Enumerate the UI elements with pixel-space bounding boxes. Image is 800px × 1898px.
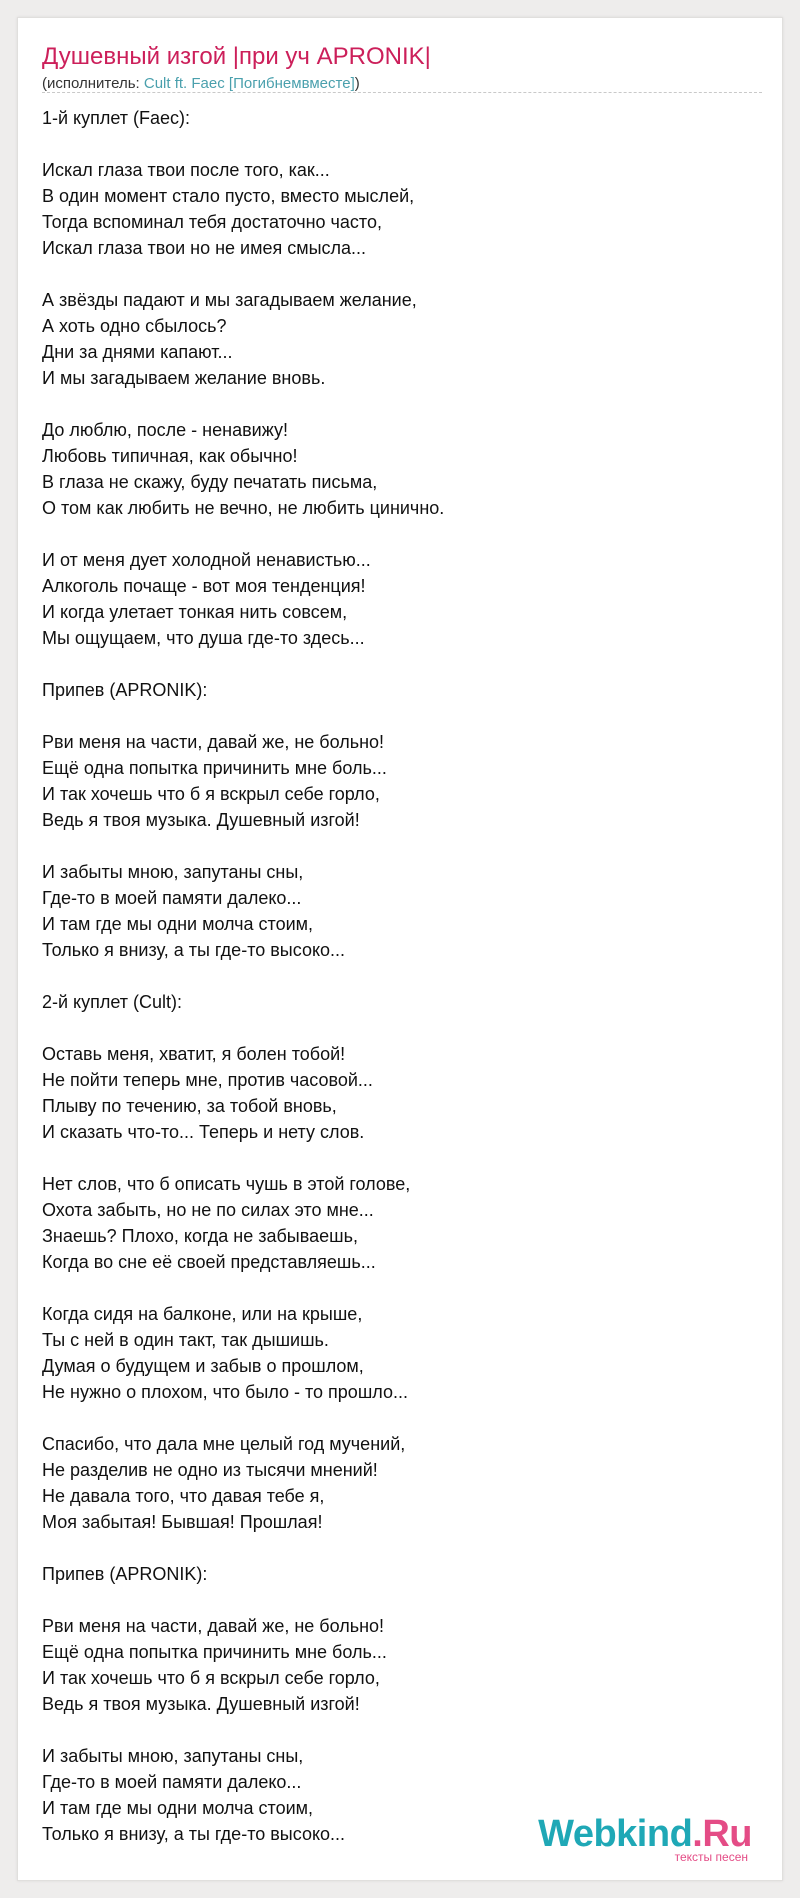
logo-wordmark <box>538 1815 752 1853</box>
stanza-gap <box>42 1587 444 1613</box>
lyric-line: Только я внизу, а ты где-то высоко... <box>42 940 346 960</box>
lyric-line: И когда улетает тонкая нить совсем, <box>42 602 348 622</box>
logo-tagline: тексты песен <box>674 1850 748 1864</box>
lyric-line: Не нужно о плохом, что было - то прошло... <box>42 1382 408 1402</box>
lyric-line: Спасибо, что дала мне целый год мучений, <box>42 1434 406 1454</box>
lyric-line: Когда во сне её своей представляешь... <box>42 1252 376 1272</box>
artist-link[interactable]: Cult ft. Faec [Погибнемвместе] <box>143 75 355 92</box>
stanza-gap <box>42 963 444 989</box>
lyric-line: И так хочешь что б я вскрыл себе горло, <box>42 784 380 804</box>
stanza-gap <box>42 1405 444 1431</box>
lyric-line: Думая о будущем и забыв о прошлом, <box>42 1356 364 1376</box>
lyric-line: 2-й куплет (Cult): <box>42 992 183 1012</box>
lyric-line: И от меня дует холодной ненавистью... <box>42 550 371 570</box>
stanza-gap <box>42 1015 444 1041</box>
lyric-line: Тогда вспоминал тебя достаточно часто, <box>42 212 382 232</box>
lyric-line: Знаешь? Плохо, когда не забываешь, <box>42 1226 358 1246</box>
lyric-line: Искал глаза твои но не имея смысла... <box>42 238 367 258</box>
lyric-line: Ведь я твоя музыка. Душевный изгой! <box>42 1694 360 1714</box>
lyric-line: Ведь я твоя музыка. Душевный изгой! <box>42 810 360 830</box>
song-title: Душевный изгой |при уч APRONIK| <box>42 43 431 70</box>
lyric-line: Моя забытая! Бывшая! Прошлая! <box>42 1512 323 1532</box>
lyric-line: Оставь меня, хватит, я болен тобой! <box>42 1044 346 1064</box>
stanza-gap <box>42 521 444 547</box>
lyric-line: До люблю, после - ненавижу! <box>42 420 288 440</box>
lyrics-card <box>17 17 783 1881</box>
lyric-line: И там где мы одни молча стоим, <box>42 914 314 934</box>
lyric-line: Когда сидя на балконе, или на крыше, <box>42 1304 363 1324</box>
stanza-gap <box>42 703 444 729</box>
lyric-line: В один момент стало пусто, вместо мыслей, <box>42 186 415 206</box>
lyric-line: В глаза не скажу, буду печатать письма, <box>42 472 378 492</box>
stanza-gap <box>42 651 444 677</box>
lyric-line: Охота забыть, но не по силах это мне... <box>42 1200 374 1220</box>
lyric-line: Не пойти теперь мне, против часовой... <box>42 1070 373 1090</box>
stanza-gap <box>42 833 444 859</box>
stanza-gap <box>42 391 444 417</box>
lyric-line: О том как любить не вечно, не любить цинично. <box>42 498 445 518</box>
logo-ru-text: .Ru <box>692 1813 752 1855</box>
artist-line <box>42 75 360 92</box>
lyric-line: И мы загадываем желание вновь. <box>42 368 326 388</box>
lyric-line: Любовь типичная, как обычно! <box>42 446 298 466</box>
lyric-line: И сказать что-то... Теперь и нету слов. <box>42 1122 365 1142</box>
stanza-gap <box>42 1717 444 1743</box>
lyric-line: Рви меня на части, давай же, не больно! <box>42 1616 385 1636</box>
lyric-line: Ещё одна попытка причинить мне боль... <box>42 1642 387 1662</box>
lyric-line: Припев (APRONIK): <box>42 680 208 700</box>
artist-suffix: ) <box>354 75 360 92</box>
stanza-gap <box>42 1535 444 1561</box>
logo-main-text: Webkind <box>538 1813 693 1855</box>
stanza-gap <box>42 1275 444 1301</box>
artist-prefix: (исполнитель: <box>42 75 144 92</box>
stanza-gap <box>42 261 444 287</box>
lyric-line: Где-то в моей памяти далеко... <box>42 1772 302 1792</box>
lyric-line: Нет слов, что б описать чушь в этой голове, <box>42 1174 411 1194</box>
site-logo[interactable] <box>538 1815 752 1864</box>
lyric-line: И там где мы одни молча стоим, <box>42 1798 314 1818</box>
lyric-line: И так хочешь что б я вскрыл себе горло, <box>42 1668 380 1688</box>
stanza-gap <box>42 131 444 157</box>
lyric-line: Мы ощущаем, что душа где-то здесь... <box>42 628 365 648</box>
lyric-line: Искал глаза твои после того, как... <box>42 160 330 180</box>
header-divider <box>42 92 762 93</box>
lyric-line: Ещё одна попытка причинить мне боль... <box>42 758 387 778</box>
lyric-line: Где-то в моей памяти далеко... <box>42 888 302 908</box>
lyric-line: Не давала того, что давая тебе я, <box>42 1486 325 1506</box>
lyrics-body <box>42 105 444 1847</box>
lyric-line: Не разделив не одно из тысячи мнений! <box>42 1460 378 1480</box>
lyric-line: Только я внизу, а ты где-то высоко... <box>42 1824 346 1844</box>
lyric-line: Рви меня на части, давай же, не больно! <box>42 732 385 752</box>
lyric-line: И забыты мною, запутаны сны, <box>42 862 304 882</box>
lyric-line: А хоть одно сбылось? <box>42 316 227 336</box>
lyric-line: И забыты мною, запутаны сны, <box>42 1746 304 1766</box>
lyric-line: Плыву по течению, за тобой вновь, <box>42 1096 337 1116</box>
stanza-gap <box>42 1145 444 1171</box>
lyric-line: А звёзды падают и мы загадываем желание, <box>42 290 417 310</box>
lyric-line: Ты с ней в один такт, так дышишь. <box>42 1330 329 1350</box>
lyric-line: 1-й куплет (Faec): <box>42 108 191 128</box>
lyric-line: Алкоголь почаще - вот моя тенденция! <box>42 576 366 596</box>
lyric-line: Дни за днями капают... <box>42 342 233 362</box>
lyric-line: Припев (APRONIK): <box>42 1564 208 1584</box>
